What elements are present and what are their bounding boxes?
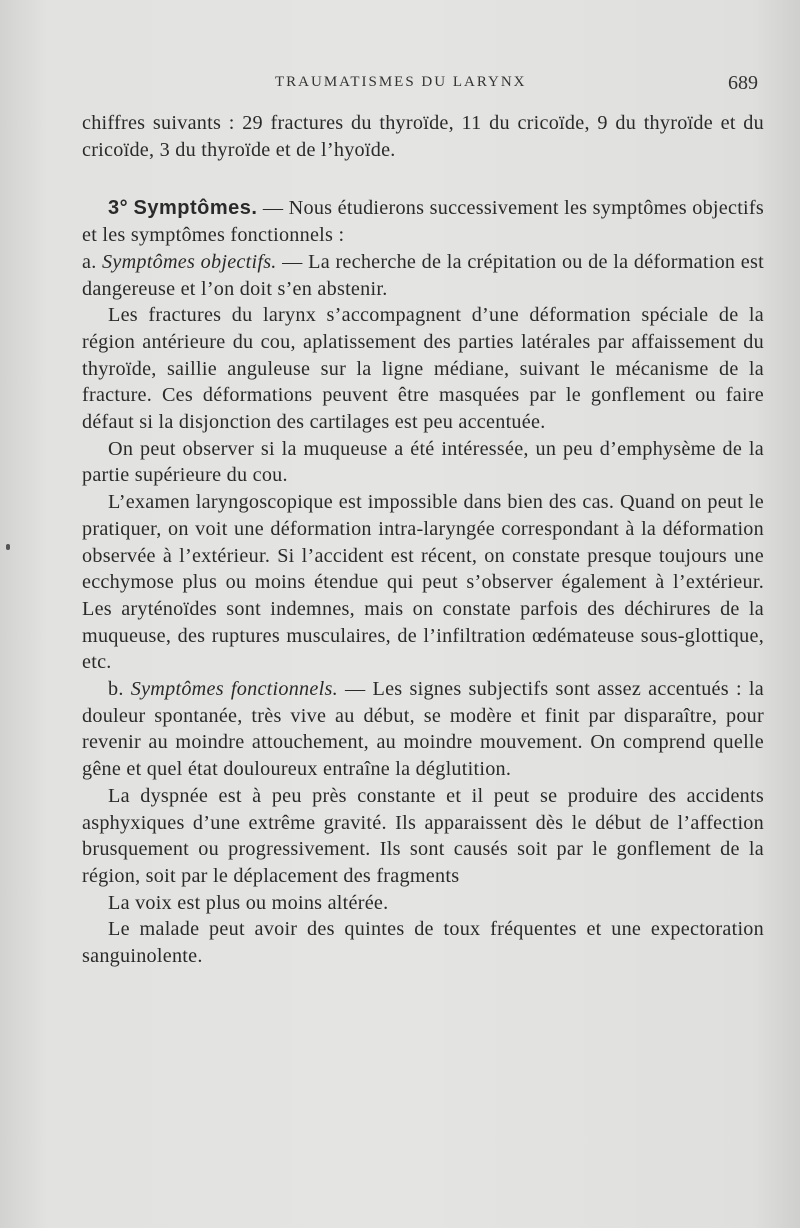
paragraph	[82, 783, 764, 890]
page-number: 689	[728, 72, 758, 94]
paragraph-text: L’examen laryngoscopique est impossible dans bien des cas. Quand on peut le pratiquer, on voit une déformation intra-laryngée correspondant à la déformation observée à l’extérieur. Si l’accident est récent, on constate presque toujours une ecchymose plus ou moins étendue qui peut s’observer également à l’extérieur. Les aryténoïdes sont indemnes, mais on constate parfois des déchirures de la muqueuse, des ruptures musculaires, de l’infiltration œdémateuse sous-glottique, etc.	[82, 491, 764, 674]
running-head	[0, 72, 800, 98]
paragraph-text: — Nous étudierons successivement les symptômes objectifs et les symptômes fonctionnels :	[82, 197, 764, 247]
running-head-title: TRAUMATISMES DU LARYNX	[275, 74, 527, 90]
paragraph-text: Les fractures du larynx s’accompagnent d’une déformation spéciale de la région antérieure du cou, aplatissement des parties latérales par affaissement du thyroïde, saillie anguleuse sur la ligne médiane, suivant le mécanisme de la fracture. Ces déformations peuvent être masquées par le gonflement ou faire défaut si la disjonction des cartilages est peu accentuée.	[82, 304, 764, 434]
paragraph	[82, 302, 764, 436]
paragraph-text: chiffres suivants : 29 fractures du thyroïde, 11 du cricoïde, 9 du thyroïde et du cricoïde, 3 du thyroïde et de l’hyoïde.	[82, 112, 764, 161]
section-heading: Symptômes.	[133, 197, 258, 220]
subsection-title: Symptômes fonctionnels.	[130, 678, 338, 701]
paragraph-text: On peut observer si la muqueuse a été intéressée, un peu d’emphysème de la partie supérieure du cou.	[82, 437, 764, 487]
paragraph-text: La dyspnée est à peu près constante et il peut se produire des accidents asphyxiques d’une extrême gravité. Ils apparaissent dès le début de l’affection brusquement ou progressivement. Ils sont causés soit par le gonflement de la région, soit par le déplacement des fragments	[82, 784, 764, 887]
margin-mark	[6, 544, 10, 550]
paragraph	[82, 489, 764, 676]
subsection-title: Symptômes objectifs.	[102, 250, 277, 273]
body-text	[82, 110, 764, 970]
paragraph	[82, 916, 764, 969]
subsection-letter: a.	[82, 250, 103, 273]
subsection-fonctionnels	[82, 676, 764, 783]
paragraph	[82, 436, 764, 489]
paragraph-text: — Les signes subjectifs sont assez accentués : la douleur spontanée, très vive au début, se modère et finit par disparaître, pour revenir au moindre attouchement, au moindre mouvement. On comprend quelle gêne et quel état douloureux entraîne la déglutition.	[82, 678, 764, 781]
paragraph-text: Le malade peut avoir des quintes de toux fréquentes et une expectoration sanguinolente.	[82, 918, 764, 968]
paragraph	[82, 890, 764, 917]
paragraph-text: — La recherche de la crépitation ou de la déformation est dangereuse et l’on doit s’en abstenir.	[82, 250, 764, 300]
section-symptomes	[82, 195, 764, 248]
subsection-objectifs	[82, 249, 764, 302]
subsection-letter: b.	[108, 678, 131, 701]
section-number: 3°	[108, 197, 129, 220]
paragraph-text: La voix est plus ou moins altérée.	[108, 891, 389, 914]
paragraph-continuation	[82, 110, 764, 163]
